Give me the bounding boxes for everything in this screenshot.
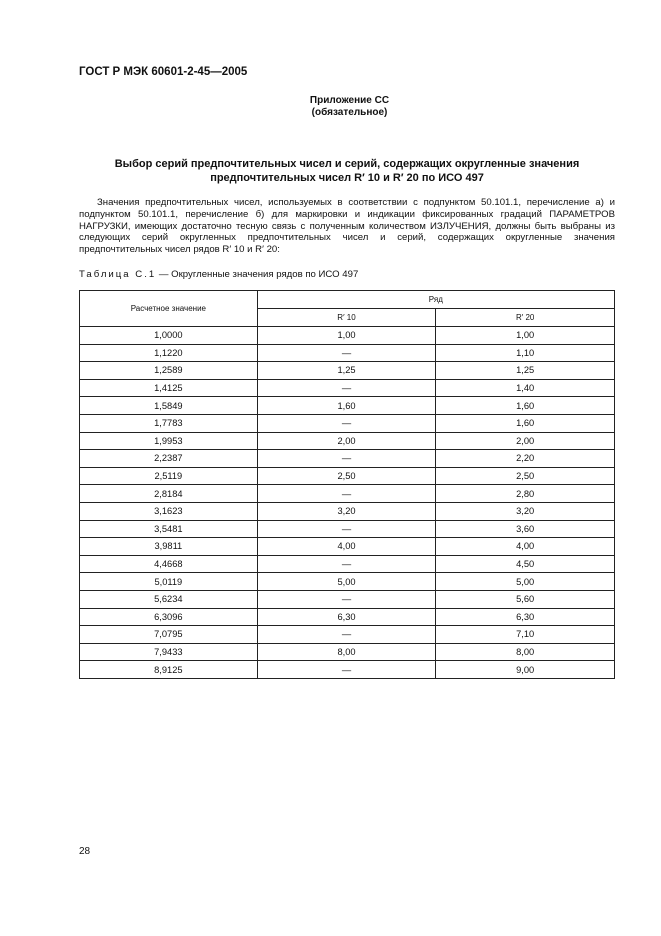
table-row [80, 502, 615, 520]
cell-r10: — [257, 485, 436, 503]
cell-calc-value: 8,9125 [80, 661, 258, 679]
table-row [80, 555, 615, 573]
cell-r10: 6,30 [257, 608, 436, 626]
table-row [80, 661, 615, 679]
cell-r10: — [257, 450, 436, 468]
cell-r20: 6,30 [436, 608, 615, 626]
table-caption-text: — Округленные значения рядов по ИСО 497 [156, 269, 359, 280]
table-row [80, 397, 615, 415]
cell-r20: 1,60 [436, 414, 615, 432]
cell-calc-value: 1,9953 [80, 432, 258, 450]
cell-r20: 2,50 [436, 467, 615, 485]
header-calc-value: Расчетное значение [80, 291, 258, 327]
cell-r10: 2,50 [257, 467, 436, 485]
cell-r20: 8,00 [436, 643, 615, 661]
cell-r10: — [257, 555, 436, 573]
table-body [80, 327, 615, 679]
cell-r10: 1,00 [257, 327, 436, 345]
cell-r10: — [257, 661, 436, 679]
cell-calc-value: 6,3096 [80, 608, 258, 626]
cell-calc-value: 2,2387 [80, 450, 258, 468]
document-header: ГОСТ Р МЭК 60601-2-45—2005 [79, 66, 248, 78]
table-row [80, 467, 615, 485]
table-row [80, 538, 615, 556]
cell-r20: 9,00 [436, 661, 615, 679]
cell-calc-value: 3,9811 [80, 538, 258, 556]
header-series-group: Ряд [257, 291, 614, 309]
section-title-line-2: предпочтительных чисел R′ 10 и R′ 20 по ИСО 497 [210, 172, 484, 184]
cell-calc-value: 7,0795 [80, 626, 258, 644]
cell-r10: 2,00 [257, 432, 436, 450]
table-row [80, 432, 615, 450]
table-row [80, 590, 615, 608]
cell-r10: 1,60 [257, 397, 436, 415]
table-caption [79, 269, 358, 280]
section-title [79, 157, 615, 185]
table-row [80, 414, 615, 432]
cell-calc-value: 1,0000 [80, 327, 258, 345]
cell-calc-value: 3,1623 [80, 502, 258, 520]
table-row [80, 379, 615, 397]
cell-r10: 4,00 [257, 538, 436, 556]
table-row [80, 485, 615, 503]
cell-r20: 1,00 [436, 327, 615, 345]
cell-r10: — [257, 379, 436, 397]
annex-heading [0, 95, 661, 119]
cell-r10: 1,25 [257, 362, 436, 380]
table-row [80, 362, 615, 380]
body-paragraph [79, 197, 615, 256]
cell-r20: 5,00 [436, 573, 615, 591]
cell-r20: 4,50 [436, 555, 615, 573]
cell-calc-value: 7,9433 [80, 643, 258, 661]
paragraph-text: Значения предпочтительных чисел, используемых в соответствии с подпунктом 50.101.1, перечисление а) и подпунктом 50.101.1, перечисление б) для маркировки и индикации фиксированных градаций ПАРАМЕТРОВ НАГРУЗКИ, имеющих достаточно тесную связь с полученным количеством ИЗЛУЧЕНИЯ, должны быть выбраны из следующих серий округленных предпочтительных чисел и серий, содержащих округленные значения предпочтительных чисел рядов R′ 10 и R′ 20: [79, 197, 615, 256]
table-row [80, 643, 615, 661]
cell-calc-value: 1,7783 [80, 414, 258, 432]
cell-r20: 1,40 [436, 379, 615, 397]
cell-r20: 7,10 [436, 626, 615, 644]
table-row [80, 520, 615, 538]
cell-r10: 8,00 [257, 643, 436, 661]
table-row [80, 608, 615, 626]
cell-r20: 5,60 [436, 590, 615, 608]
cell-r20: 2,80 [436, 485, 615, 503]
cell-calc-value: 2,8184 [80, 485, 258, 503]
cell-r10: — [257, 590, 436, 608]
cell-calc-value: 1,4125 [80, 379, 258, 397]
cell-r20: 1,60 [436, 397, 615, 415]
cell-r20: 3,60 [436, 520, 615, 538]
table-row [80, 327, 615, 345]
cell-calc-value: 5,0119 [80, 573, 258, 591]
annex-title: Приложение СС [309, 95, 390, 106]
cell-r10: 5,00 [257, 573, 436, 591]
cell-r20: 1,10 [436, 344, 615, 362]
cell-calc-value: 1,2589 [80, 362, 258, 380]
cell-r10: — [257, 520, 436, 538]
cell-calc-value: 3,5481 [80, 520, 258, 538]
page-number: 28 [79, 846, 91, 857]
cell-calc-value: 1,1220 [80, 344, 258, 362]
cell-r20: 3,20 [436, 502, 615, 520]
cell-r20: 4,00 [436, 538, 615, 556]
cell-r10: 3,20 [257, 502, 436, 520]
cell-r20: 1,25 [436, 362, 615, 380]
table-row [80, 450, 615, 468]
annex-status: (обязательное) [311, 107, 388, 118]
table-row [80, 626, 615, 644]
cell-r10: — [257, 414, 436, 432]
cell-r10: — [257, 626, 436, 644]
table-caption-label: Таблица С.1 [79, 269, 157, 280]
header-r20: R′ 20 [436, 309, 615, 327]
cell-r10: — [257, 344, 436, 362]
header-r10: R′ 10 [257, 309, 436, 327]
cell-calc-value: 5,6234 [80, 590, 258, 608]
cell-calc-value: 1,5849 [80, 397, 258, 415]
table-row [80, 573, 615, 591]
cell-r20: 2,20 [436, 450, 615, 468]
table-row [80, 344, 615, 362]
cell-r20: 2,00 [436, 432, 615, 450]
section-title-line-1: Выбор серий предпочтительных чисел и серий, содержащих округленные значения [114, 158, 580, 170]
cell-calc-value: 4,4668 [80, 555, 258, 573]
rounded-values-table [79, 290, 615, 679]
cell-calc-value: 2,5119 [80, 467, 258, 485]
